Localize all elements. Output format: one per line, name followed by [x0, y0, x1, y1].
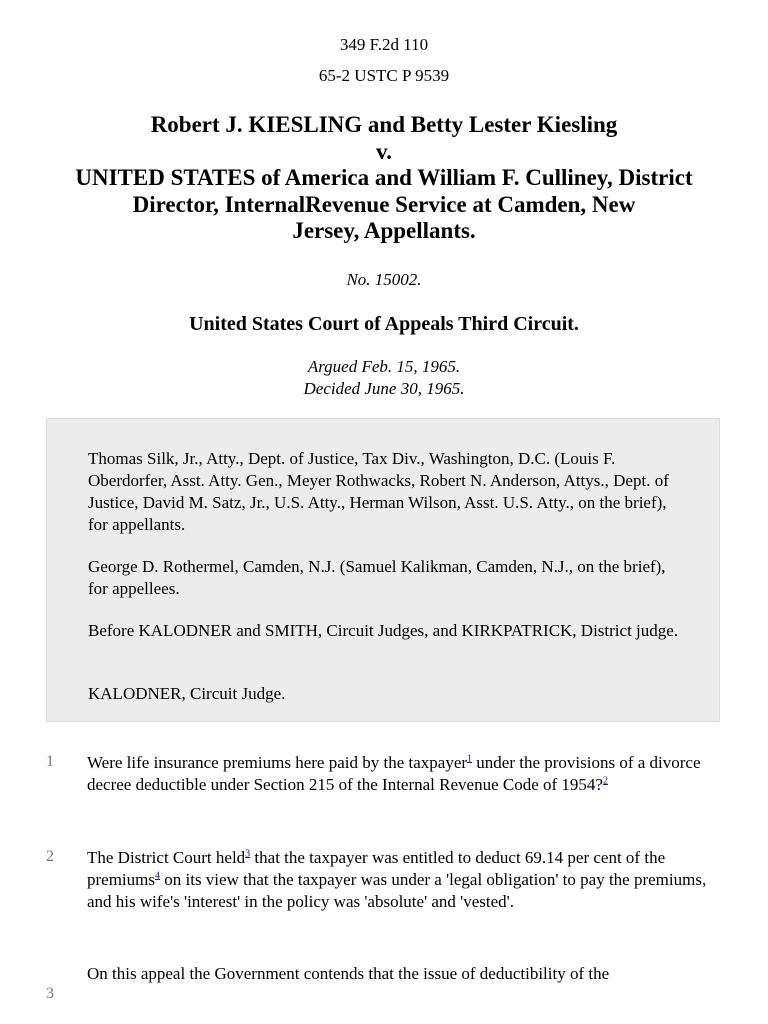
caption-line: Jersey, Appellants. [292, 218, 476, 243]
footnote-link[interactable]: 1 [467, 753, 473, 765]
paragraph-text: Were life insurance premiums here paid by the taxpayer [87, 753, 468, 772]
opinion-paragraph [87, 752, 727, 796]
footnote-link[interactable]: 2 [602, 775, 608, 787]
paragraph-text: under the provisions of a divorce decree deductible under Section 215 of the Internal Revenue Code of 1954? [87, 753, 701, 794]
opinion-paragraph: On this appeal the Government contends that the issue of deductibility of the [87, 964, 610, 983]
paragraph-text: that the taxpayer was entitled to deduct 69.14 per cent of the premiums [87, 848, 666, 889]
opinion-author: KALODNER, Circuit Judge. [88, 684, 286, 703]
footnote-link[interactable]: 3 [245, 848, 251, 860]
citation-reporter: 349 F.2d 110 [339, 35, 429, 54]
caption-line: UNITED STATES of America and William F. Culliney, District [75, 165, 693, 190]
decided-date: Decided June 30, 1965. [303, 379, 465, 398]
paragraph-text: on its view that the taxpayer was under a 'legal obligation' to pay the premiums, and his wife's 'interest' in the policy was 'absolute' and 'vested'. [87, 870, 707, 911]
caption-line: Director, InternalRevenue Service at Camden, New [132, 191, 636, 217]
footnote-link[interactable]: 4 [155, 870, 160, 882]
counsel-appellees: George D. Rothermel, Camden, N.J. (Samuel Kalikman, Camden, N.J., on the brief), for appellees. [88, 557, 666, 598]
paragraph-number: 3 [46, 985, 54, 1002]
caption-versus: v. [376, 138, 392, 164]
court-name: United States Court of Appeals Third Circuit. [189, 313, 579, 335]
panel-judges: Before KALODNER and SMITH, Circuit Judges, and KIRKPATRICK, District judge. [88, 621, 679, 640]
counsel-appellants: Thomas Silk, Jr., Atty., Dept. of Justice, Tax Div., Washington, D.C. (Louis F. Oberdorfer, Asst. Atty. Gen., Meyer Rothwacks, Robert N. Anderson, Attys., Dept. of Justice, David M. Satz, Jr., U.S. Atty., Herman Wilson, Asst. U.S. Atty., on the brief), for appellants. [88, 449, 669, 534]
opinion-paragraph [87, 847, 727, 913]
paragraph-number: 1 [46, 753, 54, 770]
paragraph-text: The District Court held [87, 848, 246, 867]
case-dates [0, 356, 768, 400]
caption-line: Robert J. KIESLING and Betty Lester Kiesling [150, 112, 618, 137]
counsel-panel [46, 418, 720, 722]
docket-number: No. 15002. [346, 270, 422, 289]
argued-date: Argued Feb. 15, 1965. [307, 357, 461, 376]
paragraph-number: 2 [46, 848, 54, 865]
citation-tax: 65-2 USTC P 9539 [318, 66, 450, 85]
case-caption [20, 112, 748, 245]
